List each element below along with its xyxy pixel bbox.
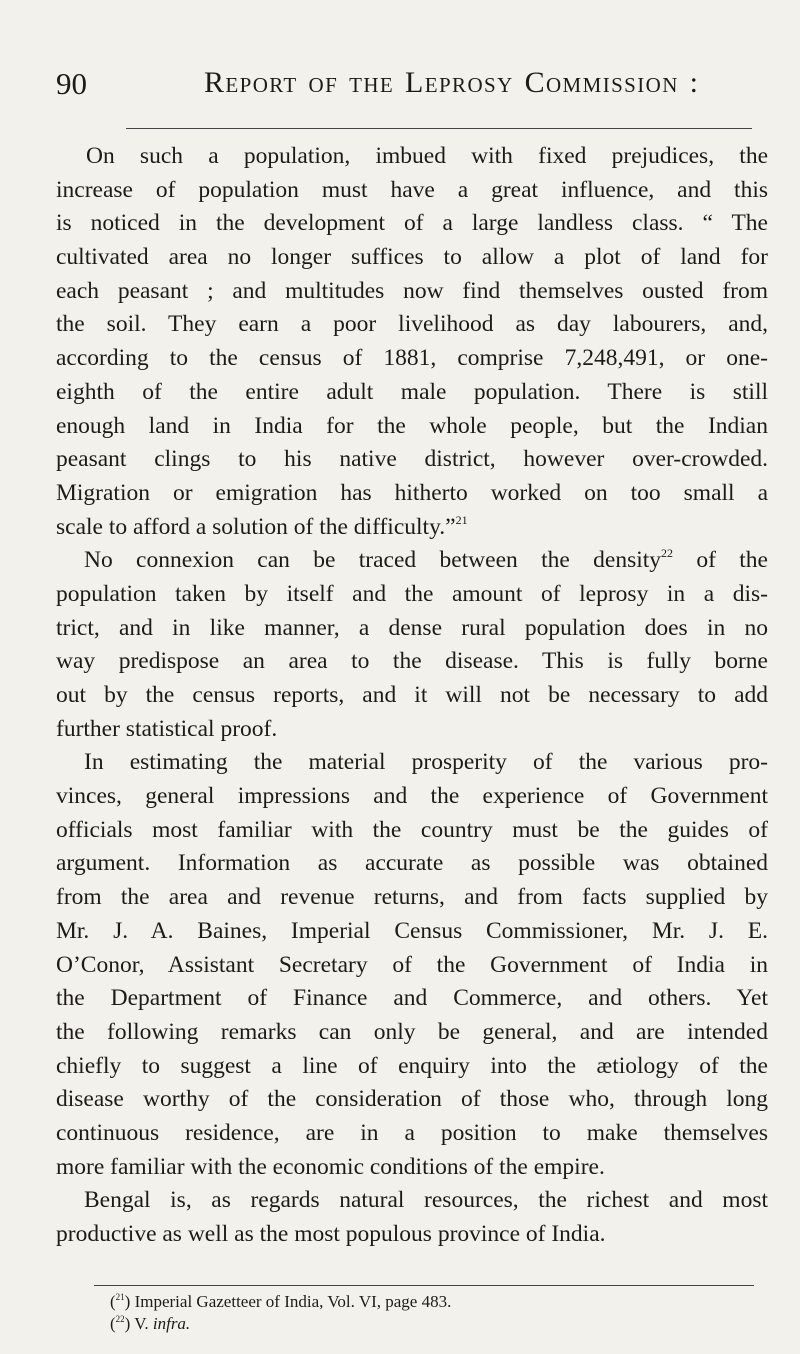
text-line [56, 511, 768, 545]
footnote-text: V. [130, 1314, 153, 1333]
line-text: scale to afford a solution of the difficulty.” [56, 513, 456, 540]
paragraph [56, 1184, 768, 1251]
text-line: is noticed in the development of a large landless class. “ The [56, 210, 768, 237]
text-line: trict, and in like manner, a dense rural population does in no [56, 614, 768, 641]
text-line: O’Conor, Assistant Secretary of the Government of India in [56, 951, 768, 978]
text-line: each peasant ; and multitudes now find themselves ousted from [56, 277, 768, 304]
footnote-mark: 21 [115, 1292, 125, 1302]
footnote-reference: 22 [661, 546, 674, 561]
footnote-italic-text: infra. [152, 1314, 191, 1333]
text-line: disease worthy of the consideration of those who, through long [56, 1086, 768, 1113]
footnotes [110, 1291, 770, 1335]
paragraph [56, 746, 768, 1184]
text-line: cultivated area no longer suffices to allow a plot of land for [56, 244, 768, 271]
text-line: officials most familiar with the country must be the guides of [56, 816, 768, 843]
text-line: enough land in India for the whole people, but the Indian [56, 412, 768, 439]
page-number: 90 [56, 66, 87, 101]
footnote-mark: 22 [115, 1314, 125, 1324]
footnote: ($^{21}$) Imperial Gazetteer of India, Vol. VI, page 483. [110, 1292, 452, 1311]
text-line: way predispose an area to the disease. This is fully borne [56, 648, 768, 675]
line-text: of the [673, 547, 768, 574]
text-line: productive as well as the most populous province of India. [56, 1221, 606, 1247]
text-line: the following remarks can only be general, and are intended [56, 1018, 768, 1045]
body-text [56, 140, 768, 1252]
text-line: out by the census reports, and it will not be necessary to add [56, 682, 768, 708]
text-line: eighth of the entire adult male population. There is still [56, 378, 768, 405]
page-header [56, 66, 776, 106]
text-line: from the area and revenue returns, and from facts supplied by [56, 884, 768, 911]
text-line: the soil. They earn a poor livelihood as day labourers, and, [56, 311, 768, 338]
text-line: according to the census of 1881, comprise 7,248,491, or one- [56, 345, 768, 372]
text-line: more familiar with the economic conditions of the empire. [56, 1153, 605, 1180]
text-line: further statistical proof. [56, 715, 278, 742]
text-line [56, 544, 768, 578]
text-line: On such a population, imbued with fixed prejudices, the [86, 143, 768, 169]
text-line: population taken by itself and the amount of leprosy in a dis- [56, 580, 768, 607]
text-line: continuous residence, are in a position to make themselves [56, 1119, 768, 1146]
footnote-text: Imperial Gazetteer of India, Vol. VI, page 483. [130, 1292, 452, 1311]
text-line: In estimating the material prosperity of the various pro- [84, 749, 768, 776]
text-line: the Department of Finance and Commerce, and others. Yet [56, 985, 768, 1012]
text-line: argument. Information as accurate as possible was obtained [56, 850, 768, 877]
line-text: No connexion can be traced between the density [84, 547, 662, 574]
footnote-rule [94, 1285, 754, 1286]
running-title: Report of the Leprosy Commission : [204, 66, 700, 99]
footnote-reference: 21 [455, 512, 468, 527]
text-line: vinces, general impressions and the experience of Government [56, 783, 768, 810]
text-line: increase of population must have a great influence, and this [56, 176, 768, 203]
footnote: ($^{22}$) V. infra. [110, 1314, 191, 1333]
paragraph [56, 140, 768, 544]
text-line: Mr. J. A. Baines, Imperial Census Commissioner, Mr. J. E. [56, 917, 768, 944]
header-rule [126, 128, 752, 129]
paragraph [56, 544, 768, 746]
text-line: chiefly to suggest a line of enquiry into the ætiology of the [56, 1052, 768, 1079]
text-line: Migration or emigration has hitherto worked on too small a [56, 479, 768, 506]
text-line: Bengal is, as regards natural resources, the richest and most [84, 1187, 768, 1214]
text-line: peasant clings to his native district, however over-crowded. [56, 446, 768, 473]
